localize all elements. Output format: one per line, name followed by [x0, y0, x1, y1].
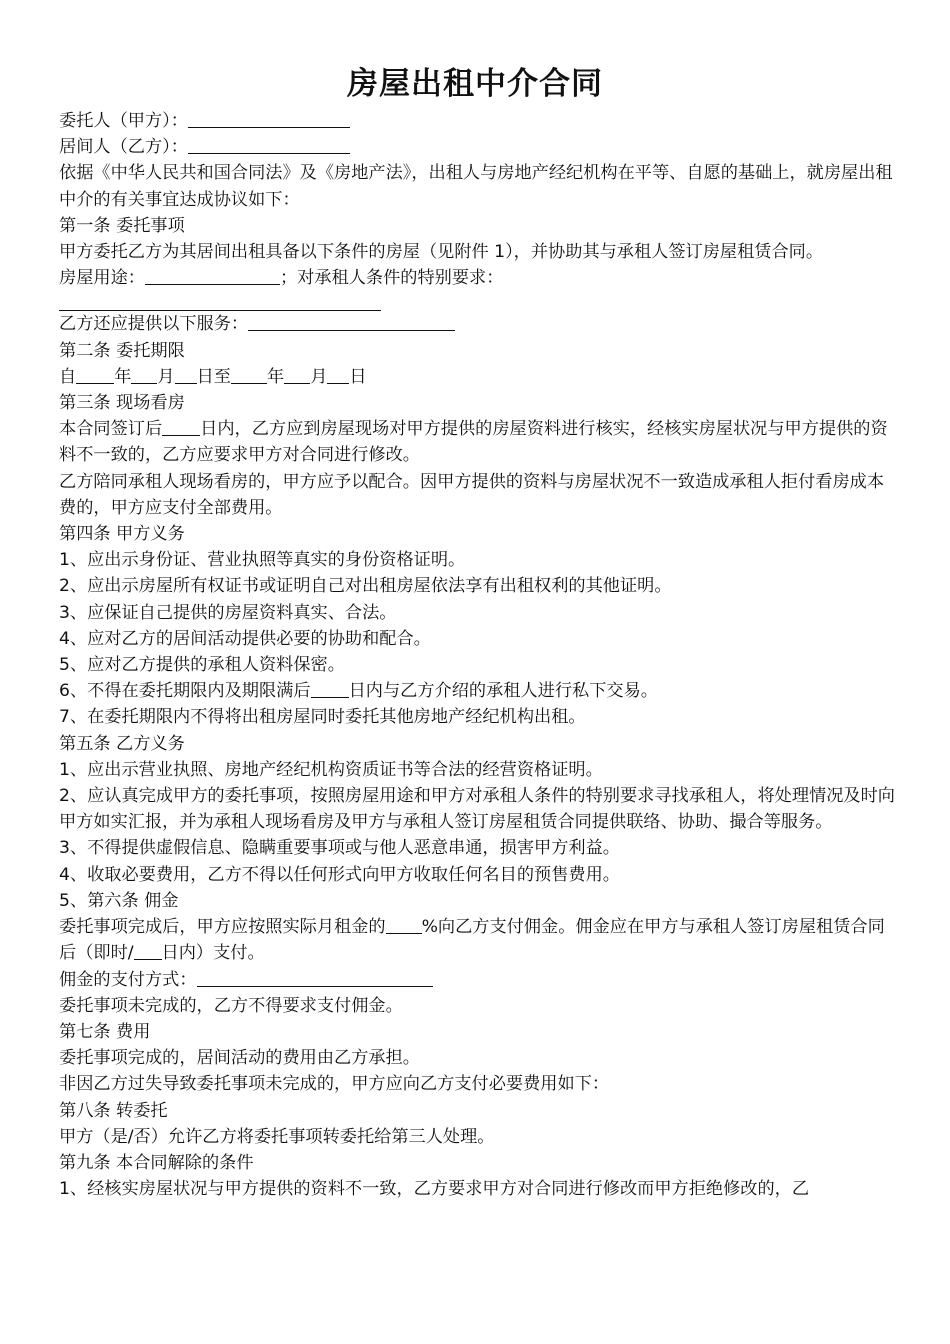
article-7-item-2: 非因乙方过失导致委托事项未完成的，甲方应向乙方支付必要费用如下：	[59, 1074, 610, 1095]
article-4-item-7: 7、在委托期限内不得将出租房屋同时委托其他房地产经纪机构出租。	[59, 707, 586, 728]
article-6-no-commission: 委托事项未完成的，乙方不得要求支付佣金。	[59, 995, 403, 1016]
article-1-title: 第一条 委托事项	[59, 215, 185, 236]
article-4-item-4: 4、应对乙方的居间活动提供必要的协助和配合。	[59, 628, 431, 649]
article-9-item-1: 1、经核实房屋状况与甲方提供的资料不一致，乙方要求甲方对合同进行修改而甲方拒绝修改的，乙	[59, 1179, 810, 1200]
extra-service-blank[interactable]	[248, 312, 455, 331]
article-4-item-1: 1、应出示身份证、营业执照等真实的身份资格证明。	[59, 550, 466, 571]
article-7-item-1: 委托事项完成的，居间活动的费用由乙方承担。	[59, 1048, 420, 1069]
article-5-item-2: 2、应认真完成甲方的委托事项，按照房屋用途和甲方对承租人条件的特别要求寻找承租人，将处理情况及时向甲方如实汇报，并为承租人现场看房及甲方与承租人签订房屋租赁合同提供联络、协助、撮合等服务。	[59, 786, 895, 833]
article-5-title: 第五条 乙方义务	[59, 733, 185, 754]
to-day-blank[interactable]	[327, 365, 349, 384]
article-6-title: 5、第六条 佣金	[59, 890, 179, 911]
party-b-blank[interactable]	[188, 135, 350, 154]
article-3-body-1: 本合同签订后 日内，乙方应到房屋现场对甲方提供的房屋资料进行核实，经核实房屋状况与甲方提供的资料不一致的，乙方应要求甲方对合同进行修改。	[59, 416, 895, 468]
party-b-line: 居间人（乙方）：	[59, 134, 895, 160]
from-day-blank[interactable]	[175, 365, 197, 384]
article-4-item-3: 3、应保证自己提供的房屋资料真实、合法。	[59, 602, 397, 623]
contract-body	[59, 108, 895, 1202]
article-8-title: 第八条 转委托	[59, 1100, 168, 1121]
article-1-use-line: 房屋用途： ；对承租人条件的特别要求：	[59, 265, 895, 291]
to-year-blank[interactable]	[231, 365, 267, 384]
party-a-line: 委托人（甲方）：	[59, 108, 895, 134]
article-2-title: 第二条 委托期限	[59, 340, 185, 361]
article-6-body: 委托事项完成后，甲方应按照实际月租金的 %向乙方支付佣金。佣金应在甲方与承租人签订房屋租赁合同后（即时/ 日内）支付。	[59, 914, 895, 966]
intro-paragraph: 依据《中华人民共和国合同法》及《房地产法》，出租人与房地产经纪机构在平等、自愿的基础上，就房屋出租中介的有关事宜达成协议如下：	[59, 163, 893, 210]
article-8-body: 甲方（是/否）允许乙方将委托事项转委托给第三人处理。	[59, 1126, 495, 1147]
from-year-blank[interactable]	[76, 365, 114, 384]
article-6-payment-line: 佣金的支付方式：	[59, 967, 895, 993]
article-2-period-line: 自 年 月 日至 年 月 日	[59, 364, 895, 390]
from-month-blank[interactable]	[131, 365, 157, 384]
article-1-service-line: 乙方还应提供以下服务：	[59, 311, 895, 337]
verify-days-blank[interactable]	[162, 417, 200, 436]
article-4-title: 第四条 甲方义务	[59, 524, 185, 545]
article-5-item-4: 4、收取必要费用，乙方不得以任何形式向甲方收取任何名目的预售费用。	[59, 864, 620, 885]
article-4-item-5: 5、应对乙方提供的承租人资料保密。	[59, 655, 345, 676]
article-9-title: 第九条 本合同解除的条件	[59, 1152, 254, 1173]
private-deal-days-blank[interactable]	[311, 679, 349, 698]
article-1-body: 甲方委托乙方为其居间出租具备以下条件的房屋（见附件 1），并协助其与承租人签订房屋租赁合同。	[59, 242, 824, 263]
payment-method-blank[interactable]	[197, 967, 433, 986]
article-3-title: 第三条 现场看房	[59, 393, 185, 414]
commission-days-blank[interactable]	[134, 941, 162, 960]
document-title: 房屋出租中介合同	[347, 66, 603, 102]
article-5-item-1: 1、应出示营业执照、房地产经纪机构资质证书等合法的经营资格证明。	[59, 759, 603, 780]
article-4-item-2: 2、应出示房屋所有权证书或证明自己对出租房屋依法享有出租权利的其他证明。	[59, 576, 672, 597]
article-7-title: 第七条 费用	[59, 1021, 151, 1042]
party-a-blank[interactable]	[188, 109, 350, 128]
to-month-blank[interactable]	[284, 365, 310, 384]
article-5-item-3: 3、不得提供虚假信息、隐瞒重要事项或与他人恶意串通，损害甲方利益。	[59, 838, 620, 859]
article-3-body-2: 乙方陪同承租人现场看房的，甲方应予以配合。因甲方提供的资料与房屋状况不一致造成承租人拒付看房成本费的，甲方应支付全部费用。	[59, 471, 885, 518]
tenant-requirement-blank[interactable]	[59, 291, 381, 311]
commission-percent-blank[interactable]	[386, 915, 422, 934]
house-use-blank[interactable]	[145, 266, 280, 285]
article-4-item-6: 6、不得在委托期限内及期限满后 日内与乙方介绍的承租人进行私下交易。	[59, 678, 895, 704]
